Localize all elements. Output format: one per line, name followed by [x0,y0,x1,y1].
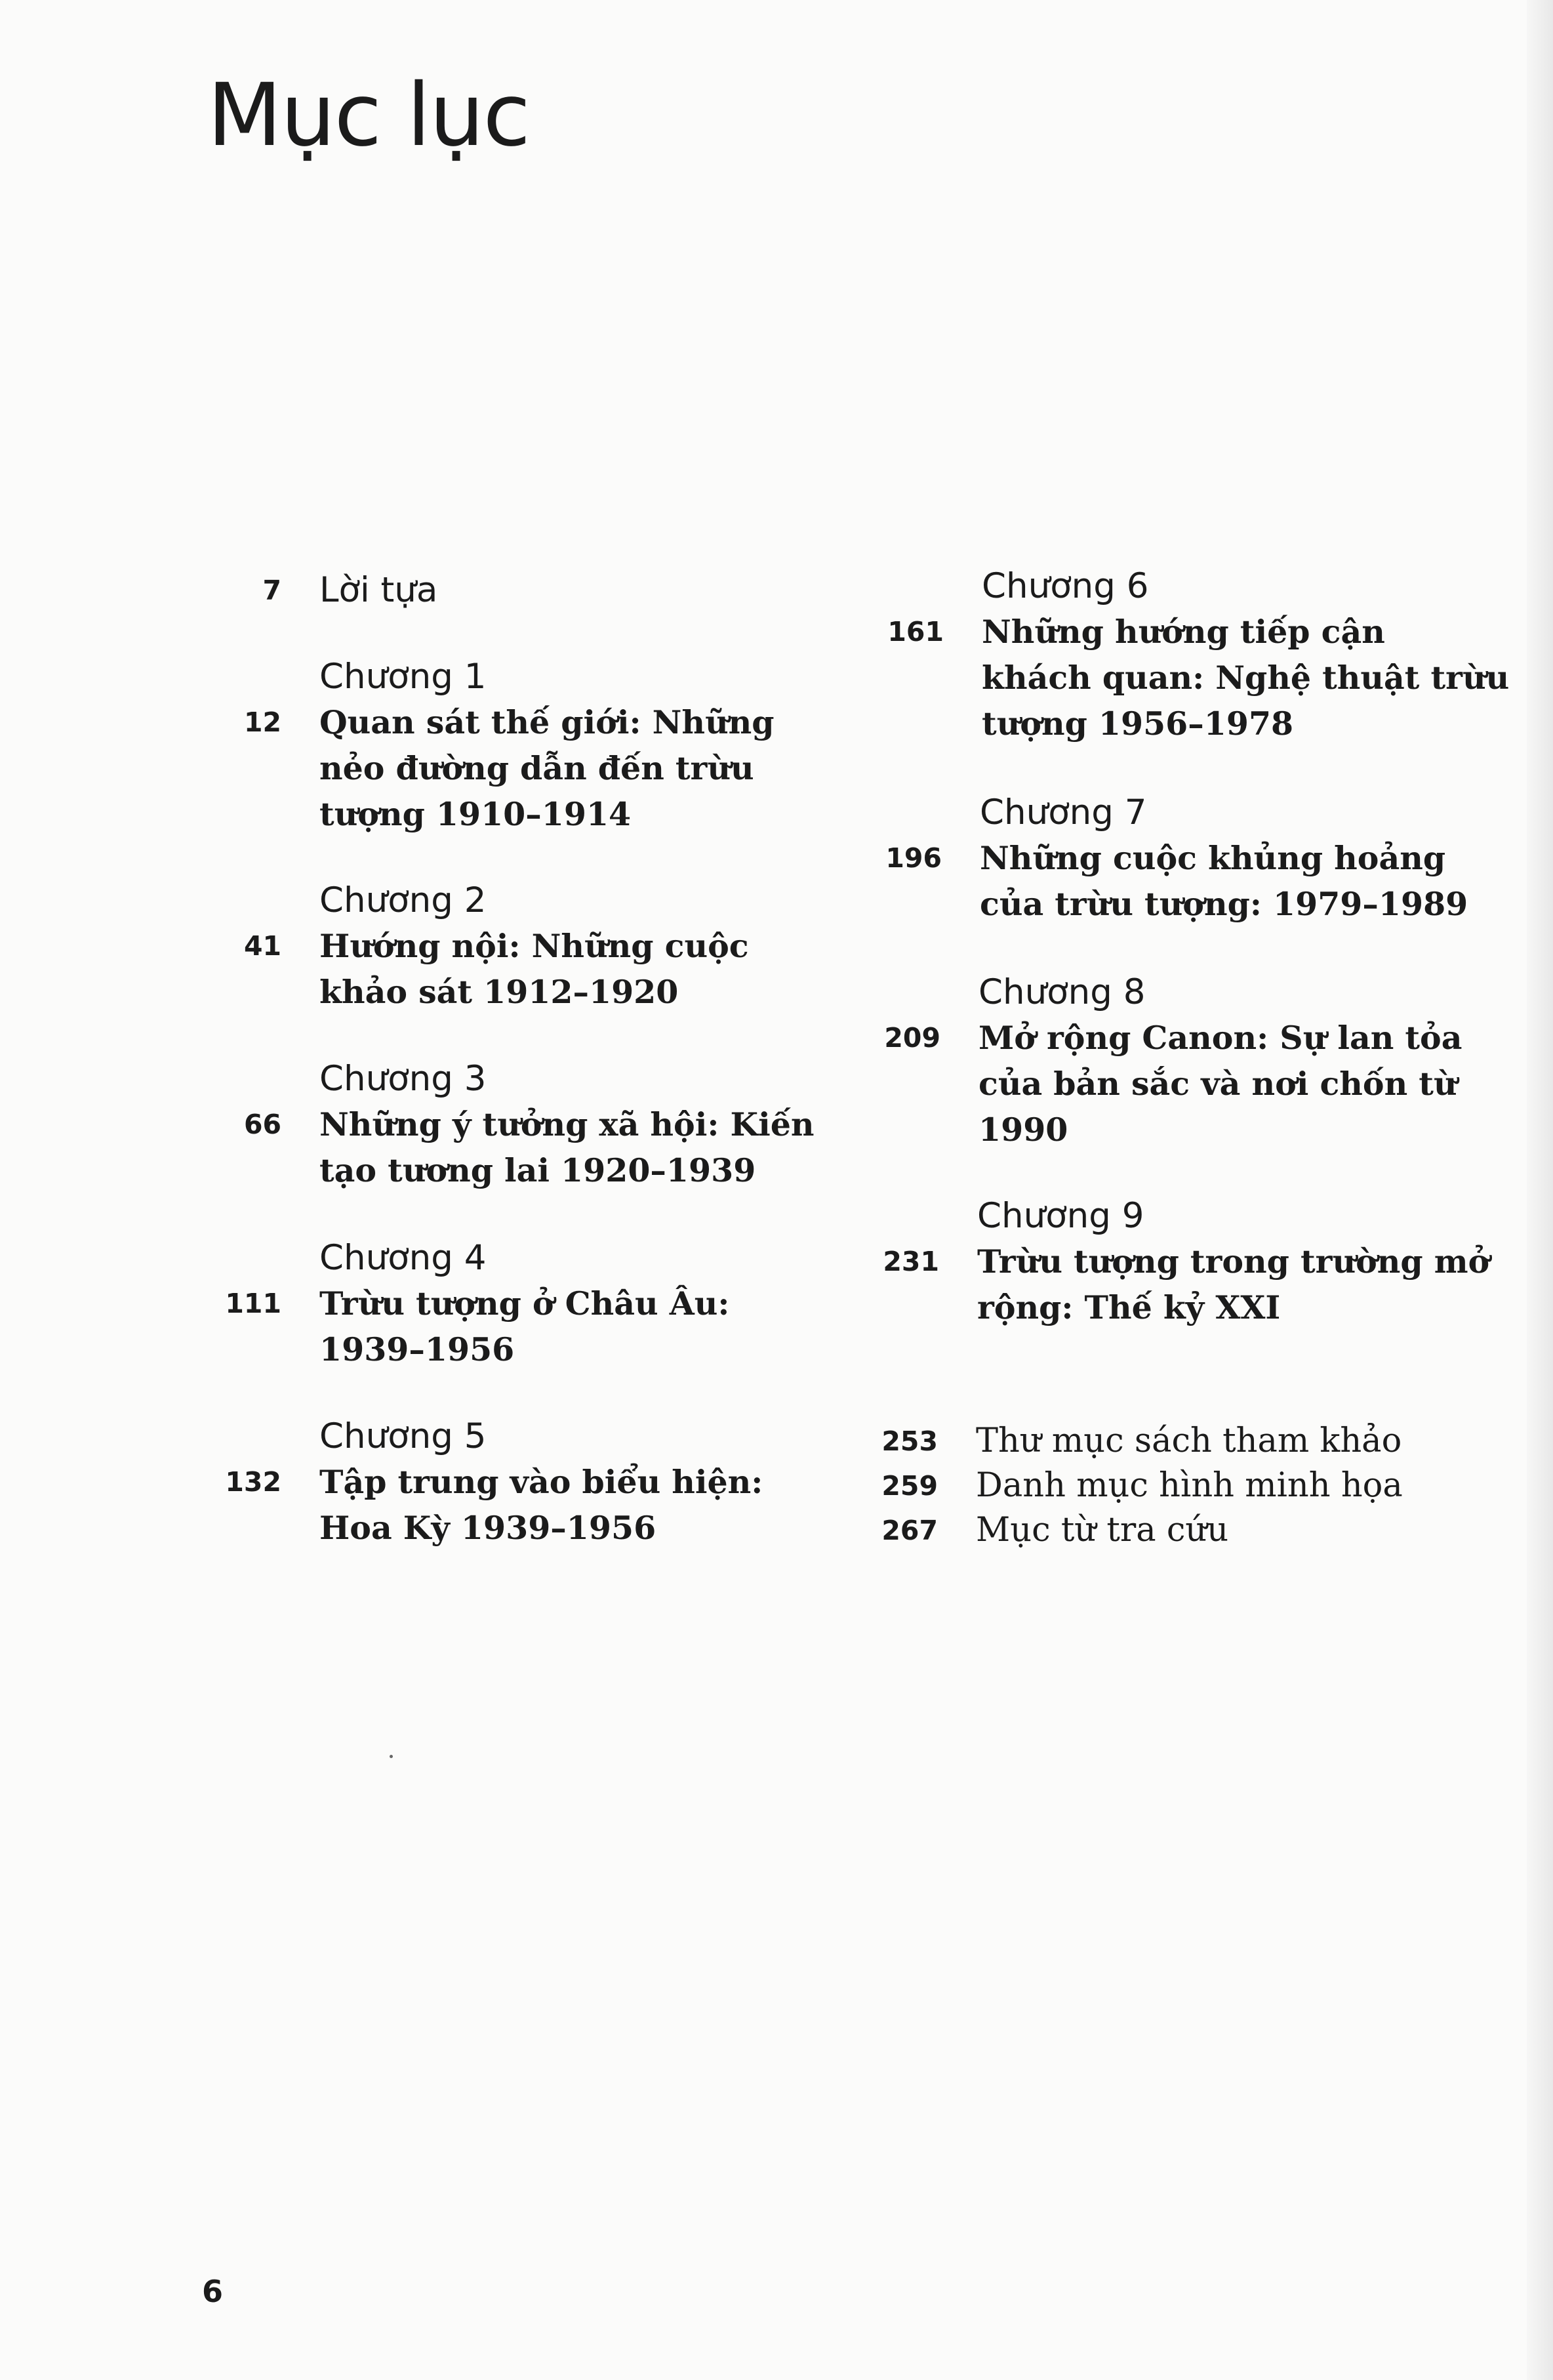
page-number: 7 [262,575,281,606]
chapter-label: Chương 1 [319,657,487,697]
entry-title: Tập trung vào biểu hiện: Hoa Kỳ 1939–1956 [319,1463,763,1547]
entry-title: Trừu tượng ở Châu Âu: 1939–1956 [319,1284,730,1368]
entry-title: Lời tựa [319,570,438,610]
chapter-label: Chương 9 [977,1196,1144,1236]
chapter-label: Chương 8 [978,972,1146,1012]
toc-entry-chapter-2 [243,878,749,1015]
toc-entry-chapter-8 [884,970,1462,1153]
chapter-label: Chương 6 [982,566,1149,606]
folio-page-number: 6 [202,2274,224,2309]
page-number: 253 [881,1426,938,1457]
page-edge-shadow [1527,0,1553,2380]
entry-title: Hướng nội: Những cuộc khảo sát 1912–1920 [319,927,749,1011]
page-number: 161 [887,616,944,647]
page-number: 41 [243,930,281,962]
page-number: 196 [885,842,942,874]
toc-entry-index [881,1508,1229,1553]
toc-entry-preface [262,567,438,613]
chapter-label: Chương 5 [319,1416,487,1456]
entry-title: Mở rộng Canon: Sự lan tỏa của bản sắc và nơi chốn từ 1990 [978,1019,1462,1149]
chapter-label: Chương 4 [319,1238,487,1278]
entry-title: Mục từ tra cứu [976,1511,1229,1549]
toc-entry-chapter-1 [243,655,775,837]
paper-speck [390,1755,393,1758]
page-number: 209 [884,1022,940,1054]
entry-title: Quan sát thế giới: Những nẻo đường dẫn đến trừu tượng 1910–1914 [319,703,775,833]
toc-entry-chapter-9 [883,1194,1490,1330]
chapter-label: Chương 7 [980,792,1147,832]
page-title: Mục lục [207,65,529,166]
page-number: 259 [881,1470,938,1502]
entry-title: Những ý tưởng xã hội: Kiến tạo tương lai 1920–1939 [319,1105,815,1189]
chapter-label: Chương 2 [319,880,487,920]
chapter-label: Chương 3 [319,1059,487,1099]
toc-entry-chapter-5 [225,1414,763,1551]
page-number: 132 [225,1466,281,1498]
entry-title: Trừu tượng trong trường mở rộng: Thế kỷ XXI [977,1242,1490,1326]
toc-entry-illustrations [881,1463,1403,1509]
page-number: 267 [881,1515,938,1546]
toc-entry-chapter-6 [887,564,1510,747]
toc-entry-chapter-3 [243,1057,815,1193]
entry-title: Những hướng tiếp cận khách quan: Nghệ thuật trừu tượng 1956–1978 [982,613,1510,743]
toc-entry-bibliography [881,1418,1402,1464]
entry-title: Những cuộc khủng hoảng của trừu tượng: 1979–1989 [980,839,1468,923]
page-number: 111 [225,1288,281,1319]
entry-title: Danh mục hình minh họa [976,1466,1403,1505]
toc-entry-chapter-7 [885,790,1468,927]
page-number: 231 [883,1246,939,1277]
page-number: 66 [243,1109,281,1140]
page-number: 12 [243,707,281,738]
entry-title: Thư mục sách tham khảo [976,1422,1402,1460]
toc-entry-chapter-4 [225,1236,730,1372]
